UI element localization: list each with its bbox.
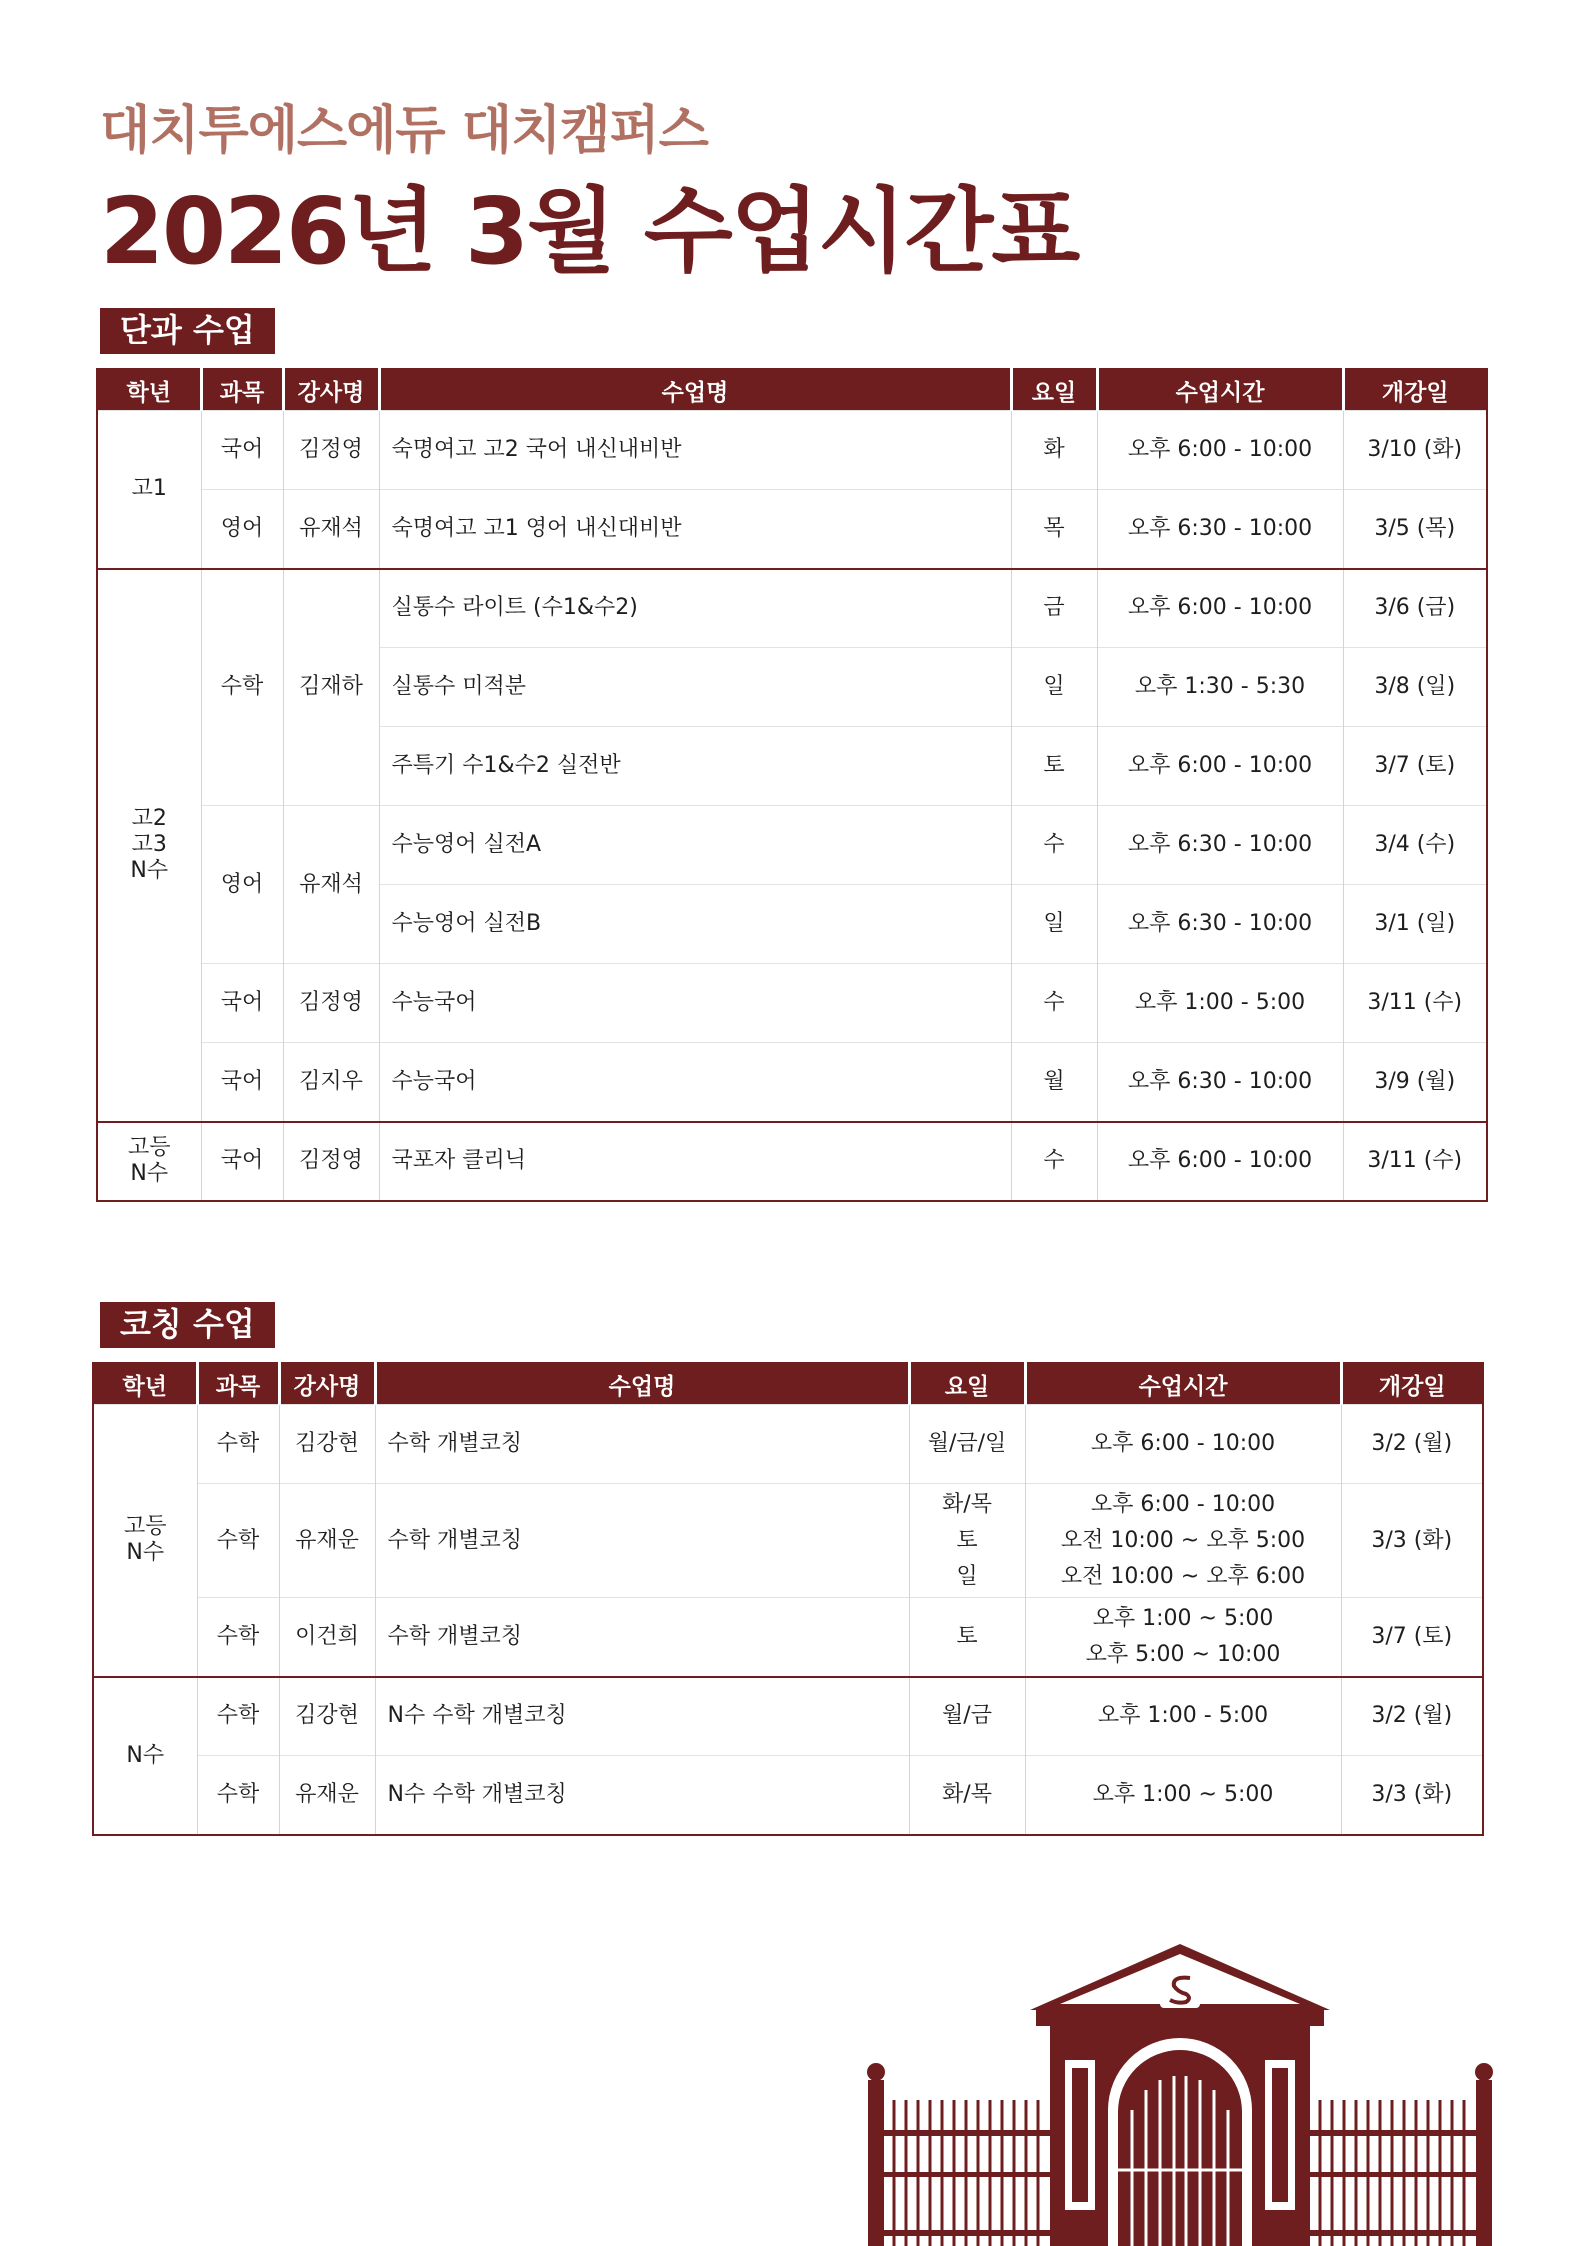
day-cell: 토 [1011,727,1097,806]
coaching-section-label: 코칭 수업 [100,1302,275,1348]
table-row [97,1122,1487,1201]
class-name-cell: 수능영어 실전B [379,885,1011,964]
start-date-cell: 3/5 (목) [1343,490,1487,569]
table-row [97,490,1487,569]
day-cell: 월/금 [909,1677,1025,1756]
day-cell: 화/목 [909,1756,1025,1835]
table-row [93,1598,1483,1677]
col-header-day: 요일 [1011,369,1097,411]
time-cell: 오후 6:00 - 10:00 [1097,411,1343,490]
grade-cell: N수 [93,1677,197,1835]
col-header-time: 수업시간 [1097,369,1343,411]
subject-cell: 수학 [201,569,283,806]
subject-cell: 수학 [197,1598,279,1677]
single-class-table [96,368,1488,1202]
table-row [93,1405,1483,1484]
start-date-cell: 3/8 (일) [1343,648,1487,727]
day-cell: 토 [909,1598,1025,1677]
teacher-cell: 김정영 [283,964,379,1043]
subject-cell: 국어 [201,1043,283,1122]
campus-subtitle: 대치투에스에듀 대치캠퍼스 [100,101,708,161]
time-cell: 오후 1:00 - 5:00 [1025,1677,1341,1756]
start-date-cell: 3/4 (수) [1343,806,1487,885]
teacher-cell: 김정영 [283,1122,379,1201]
subject-cell: 국어 [201,964,283,1043]
subject-cell: 국어 [201,411,283,490]
time-cell: 오후 6:00 - 10:00 [1097,1122,1343,1201]
teacher-cell: 김강현 [279,1677,375,1756]
day-cell: 화/목 토 일 [909,1484,1025,1598]
class-name-cell: N수 수학 개별코칭 [375,1756,909,1835]
class-name-cell: 수학 개별코칭 [375,1484,909,1598]
col-header-class-name: 수업명 [375,1363,909,1405]
table-row [93,1756,1483,1835]
time-cell: 오후 6:30 - 10:00 [1097,490,1343,569]
time-cell: 오후 6:00 - 10:00 [1097,569,1343,648]
start-date-cell: 3/10 (화) [1343,411,1487,490]
class-name-cell: 숙명여고 고2 국어 내신내비반 [379,411,1011,490]
class-name-cell: 수능국어 [379,1043,1011,1122]
subject-cell: 수학 [197,1677,279,1756]
day-cell: 일 [1011,885,1097,964]
col-header-subject: 과목 [197,1363,279,1405]
subject-cell: 국어 [201,1122,283,1201]
col-header-time: 수업시간 [1025,1363,1341,1405]
class-name-cell: 실통수 라이트 (수1&수2) [379,569,1011,648]
class-name-cell: 수능영어 실전A [379,806,1011,885]
table-row [97,411,1487,490]
start-date-cell: 3/9 (월) [1343,1043,1487,1122]
time-cell: 오후 6:30 - 10:00 [1097,806,1343,885]
time-cell: 오후 1:00 ~ 5:00 [1025,1756,1341,1835]
class-name-cell: 실통수 미적분 [379,648,1011,727]
grade-cell: 고등 N수 [93,1405,197,1677]
single-class-section-label: 단과 수업 [100,308,275,354]
start-date-cell: 3/6 (금) [1343,569,1487,648]
class-name-cell: 수능국어 [379,964,1011,1043]
subject-cell: 수학 [197,1484,279,1598]
teacher-cell: 이건희 [279,1598,375,1677]
teacher-cell: 김지우 [283,1043,379,1122]
day-cell: 수 [1011,806,1097,885]
subject-cell: 영어 [201,806,283,964]
day-cell: 목 [1011,490,1097,569]
class-name-cell: 주특기 수1&수2 실전반 [379,727,1011,806]
table-row [93,1677,1483,1756]
start-date-cell: 3/7 (토) [1341,1598,1483,1677]
time-cell: 오후 1:00 ~ 5:00 오후 5:00 ~ 10:00 [1025,1598,1341,1677]
table-row [97,964,1487,1043]
start-date-cell: 3/2 (월) [1341,1677,1483,1756]
day-cell: 일 [1011,648,1097,727]
col-header-day: 요일 [909,1363,1025,1405]
grade-cell: 고1 [97,411,201,569]
table-header-row [93,1363,1483,1405]
grade-cell: 고등 N수 [97,1122,201,1201]
time-cell: 오후 1:00 - 5:00 [1097,964,1343,1043]
day-cell: 수 [1011,964,1097,1043]
teacher-cell: 유재운 [279,1756,375,1835]
table-row [97,1043,1487,1122]
table-header-row [97,369,1487,411]
page-title: 2026년 3월 수업시간표 [100,178,1079,285]
start-date-cell: 3/11 (수) [1343,1122,1487,1201]
teacher-cell: 김재하 [283,569,379,806]
day-cell: 수 [1011,1122,1097,1201]
col-header-subject: 과목 [201,369,283,411]
class-name-cell: 숙명여고 고1 영어 내신대비반 [379,490,1011,569]
col-header-teacher: 강사명 [283,369,379,411]
col-header-start-date: 개강일 [1343,369,1487,411]
start-date-cell: 3/2 (월) [1341,1405,1483,1484]
col-header-class-name: 수업명 [379,369,1011,411]
table-row [97,806,1487,885]
class-name-cell: N수 수학 개별코칭 [375,1677,909,1756]
day-cell: 월/금/일 [909,1405,1025,1484]
col-header-start-date: 개강일 [1341,1363,1483,1405]
class-name-cell: 수학 개별코칭 [375,1405,909,1484]
day-cell: 월 [1011,1043,1097,1122]
start-date-cell: 3/11 (수) [1343,964,1487,1043]
coaching-table [92,1362,1484,1836]
time-cell: 오후 6:30 - 10:00 [1097,1043,1343,1122]
time-cell: 오후 6:00 - 10:00 [1097,727,1343,806]
start-date-cell: 3/3 (화) [1341,1756,1483,1835]
teacher-cell: 김정영 [283,411,379,490]
start-date-cell: 3/1 (일) [1343,885,1487,964]
col-header-grade: 학년 [97,369,201,411]
class-name-cell: 수학 개별코칭 [375,1598,909,1677]
time-cell: 오후 6:00 - 10:00 오전 10:00 ~ 오후 5:00 오전 10:00 ~ 오후 6:00 [1025,1484,1341,1598]
col-header-teacher: 강사명 [279,1363,375,1405]
col-header-grade: 학년 [93,1363,197,1405]
time-cell: 오후 6:00 - 10:00 [1025,1405,1341,1484]
table-row [97,569,1487,648]
subject-cell: 영어 [201,490,283,569]
teacher-cell: 김강현 [279,1405,375,1484]
subject-cell: 수학 [197,1756,279,1835]
subject-cell: 수학 [197,1405,279,1484]
time-cell: 오후 6:30 - 10:00 [1097,885,1343,964]
campus-gate-illustration [860,1940,1500,2246]
start-date-cell: 3/3 (화) [1341,1484,1483,1598]
day-cell: 화 [1011,411,1097,490]
grade-cell: 고2 고3 N수 [97,569,201,1122]
teacher-cell: 유재석 [283,806,379,964]
start-date-cell: 3/7 (토) [1343,727,1487,806]
day-cell: 금 [1011,569,1097,648]
time-cell: 오후 1:30 - 5:30 [1097,648,1343,727]
teacher-cell: 유재운 [279,1484,375,1598]
class-name-cell: 국포자 클리닉 [379,1122,1011,1201]
table-row [93,1484,1483,1598]
teacher-cell: 유재석 [283,490,379,569]
